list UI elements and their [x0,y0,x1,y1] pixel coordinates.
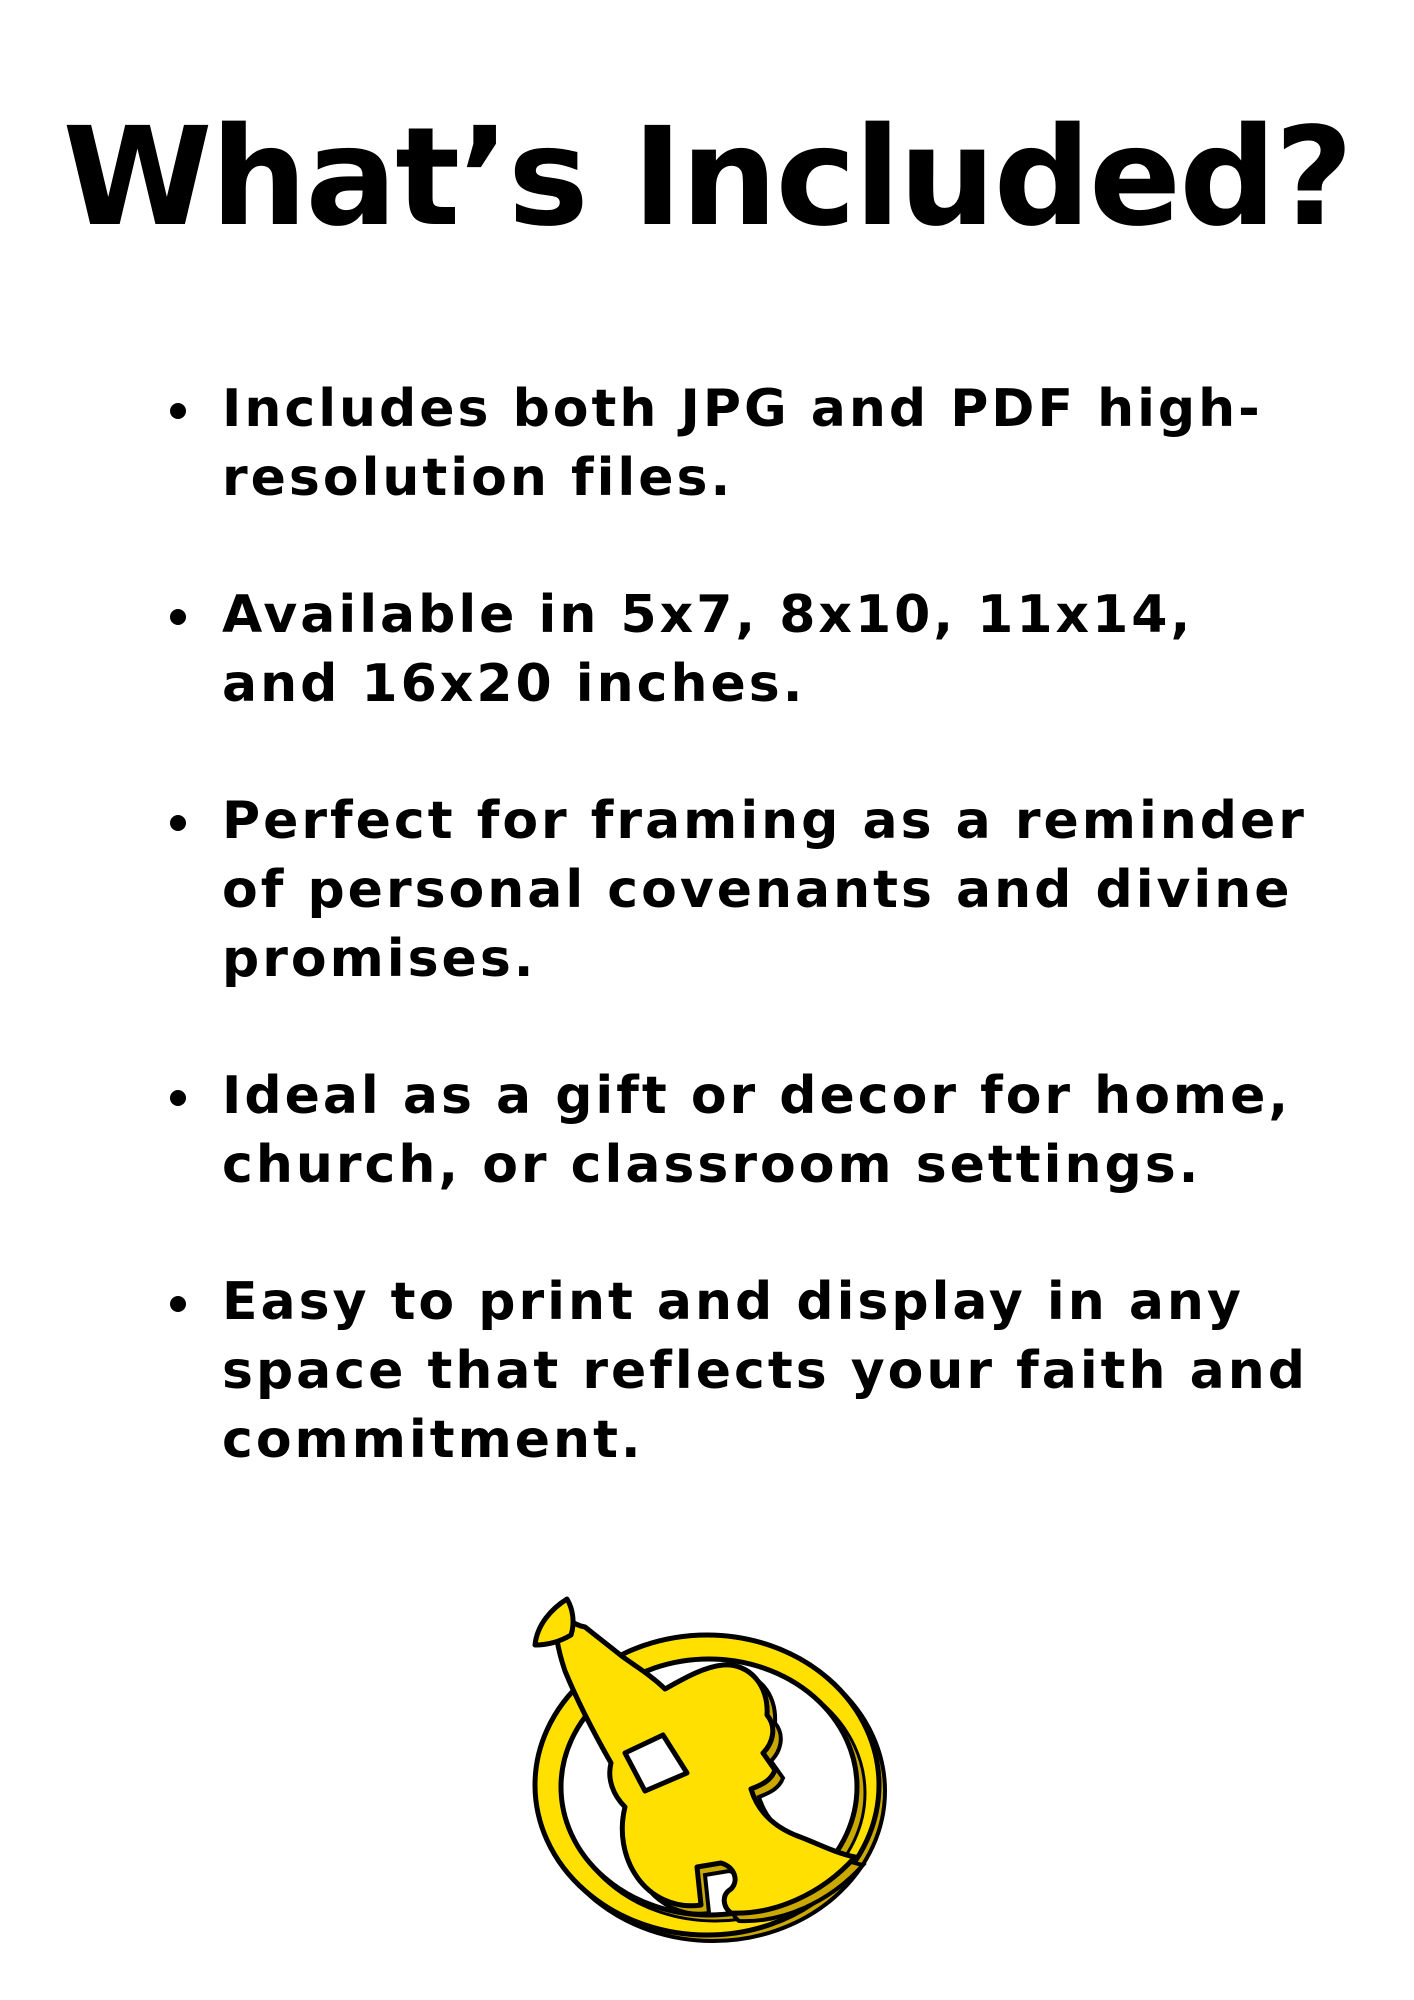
bullet-icon [170,609,186,625]
list-item [160,581,1310,719]
logo-graphic [525,1595,895,1955]
angel-moroni-trumpet-icon [525,1595,895,1955]
bullet-icon [170,1296,186,1312]
bullet-icon [170,1090,186,1106]
list-item [160,787,1310,994]
bullet-icon [170,815,186,831]
feature-text: Includes both JPG and PDF high-resolution files. [222,379,1263,508]
feature-text: Ideal as a gift or decor for home, church, or classroom settings. [222,1066,1292,1195]
list-item [160,1062,1310,1200]
feature-text: Perfect for framing as a reminder of personal covenants and divine promises. [222,791,1307,989]
bullet-icon [170,403,186,419]
page-title: What’s Included? [62,99,1352,257]
feature-list [160,375,1310,1543]
feature-text: Available in 5x7, 8x10, 11x14, and 16x20 inches. [222,585,1194,714]
list-item [160,1268,1310,1475]
feature-text: Easy to print and display in any space that reflects your faith and commitment. [222,1272,1308,1470]
list-item [160,375,1310,513]
